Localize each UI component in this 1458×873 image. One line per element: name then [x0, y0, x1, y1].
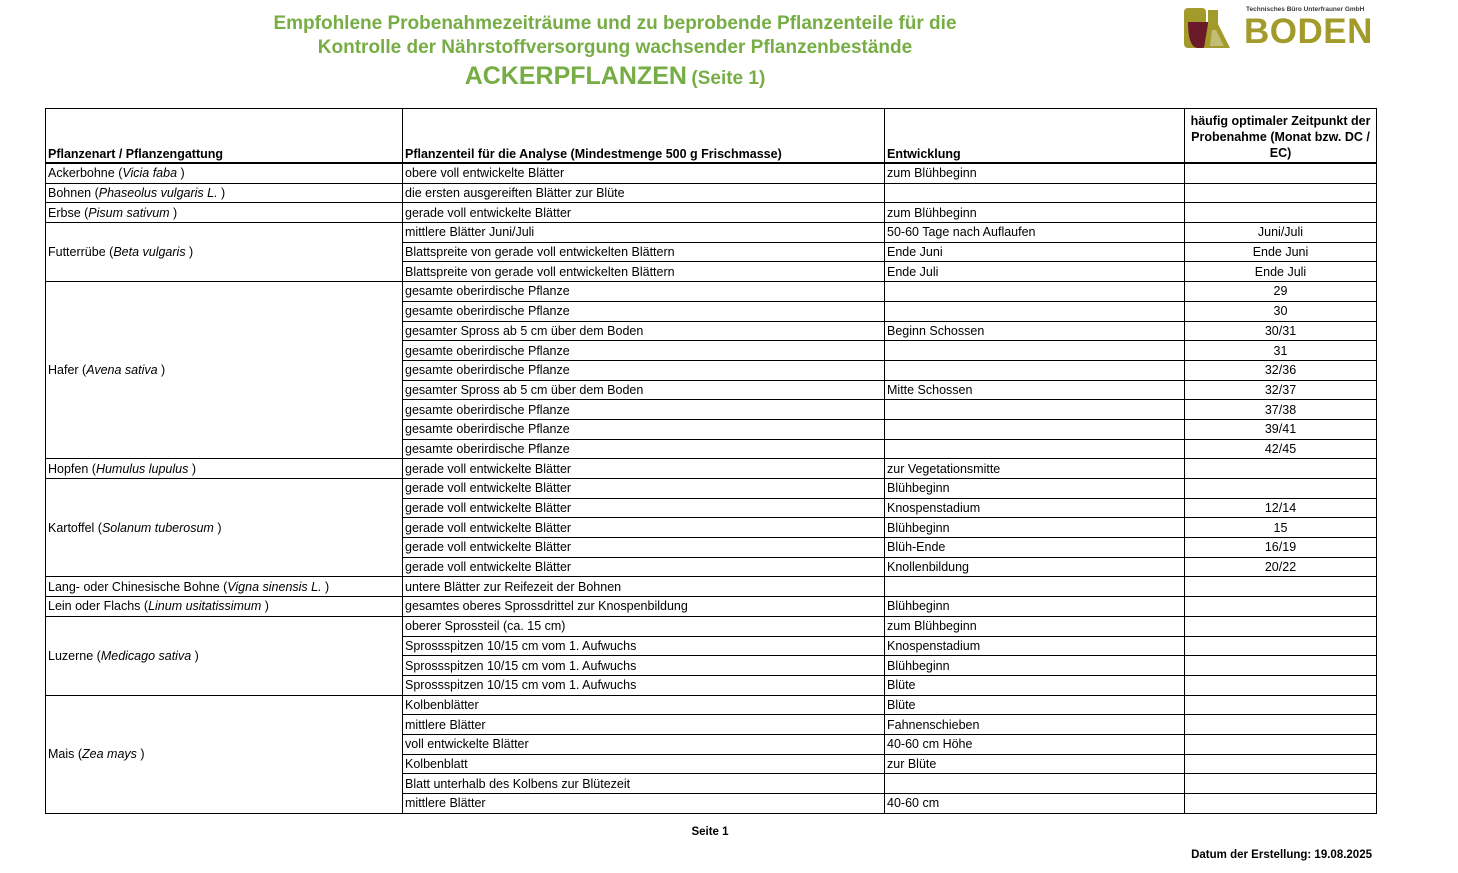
title-page-text: (Seite 1)	[691, 68, 766, 89]
part-cell: gesamter Spross ab 5 cm über dem Boden	[403, 321, 885, 341]
title-main	[200, 61, 1030, 95]
part-cell: Kolbenblätter	[403, 695, 885, 715]
part-cell: mittlere Blätter	[403, 794, 885, 814]
plant-name-cell: Ackerbohne (Vicia faba )	[46, 163, 403, 183]
timing-cell: Juni/Juli	[1185, 223, 1377, 243]
development-cell: zum Blühbeginn	[885, 616, 1185, 636]
table-row	[46, 163, 1377, 183]
plant-latin-name: Avena sativa	[86, 363, 158, 378]
development-cell	[885, 183, 1185, 203]
development-cell	[885, 360, 1185, 380]
part-cell: gesamte oberirdische Pflanze	[403, 439, 885, 459]
plant-common-name: Luzerne	[48, 648, 94, 663]
development-cell: zum Blühbeginn	[885, 163, 1185, 183]
plant-latin-name: Solanum tuberosum	[101, 520, 214, 535]
part-cell: gerade voll entwickelte Blätter	[403, 459, 885, 479]
plant-common-name: Bohnen	[48, 186, 92, 201]
plant-name-cell: Lein oder Flachs (Linum usitatissimum )	[46, 597, 403, 617]
part-cell: gesamter Spross ab 5 cm über dem Boden	[403, 380, 885, 400]
development-cell: Blüte	[885, 675, 1185, 695]
part-cell: Blattspreite von gerade voll entwickelten Blättern	[403, 242, 885, 262]
plant-latin-name: Pisum sativum	[88, 205, 170, 220]
logo-company: Technisches Büro Unterfrauner GmbH	[1246, 6, 1365, 13]
part-cell: gesamtes oberes Sprossdrittel zur Knospenbildung	[403, 597, 885, 617]
part-cell: gerade voll entwickelte Blätter	[403, 203, 885, 223]
development-cell: Blühbeginn	[885, 656, 1185, 676]
timing-cell	[1185, 577, 1377, 597]
timing-cell	[1185, 675, 1377, 695]
plant-latin-name: Vigna sinensis L.	[227, 579, 322, 594]
plant-latin-name: Vicia faba	[122, 166, 178, 181]
timing-cell: 16/19	[1185, 538, 1377, 558]
part-cell: oberer Sprossteil (ca. 15 cm)	[403, 616, 885, 636]
development-cell	[885, 301, 1185, 321]
table-header-row	[46, 109, 1377, 164]
timing-cell: 30/31	[1185, 321, 1377, 341]
title-line-1: Empfohlene Probenahmezeiträume und zu beprobende Pflanzenteile für die	[273, 13, 957, 34]
part-cell: gesamte oberirdische Pflanze	[403, 400, 885, 420]
boden-logo	[1184, 6, 1376, 50]
title-line-2: Kontrolle der Nährstoffversorgung wachsender Pflanzenbestände	[317, 37, 913, 58]
development-cell: Mitte Schossen	[885, 380, 1185, 400]
plant-name-cell: Kartoffel (Solanum tuberosum )	[46, 479, 403, 577]
timing-cell	[1185, 636, 1377, 656]
plant-table	[45, 108, 1377, 814]
development-cell: Knollenbildung	[885, 557, 1185, 577]
timing-cell	[1185, 695, 1377, 715]
part-cell: gerade voll entwickelte Blätter	[403, 518, 885, 538]
part-cell: Sprossspitzen 10/15 cm vom 1. Aufwuchs	[403, 636, 885, 656]
plant-latin-name: Linum usitatissimum	[148, 599, 262, 614]
development-cell: Blühbeginn	[885, 518, 1185, 538]
timing-cell: 31	[1185, 341, 1377, 361]
plant-name-cell: Hopfen (Humulus lupulus )	[46, 459, 403, 479]
timing-cell	[1185, 597, 1377, 617]
timing-cell	[1185, 774, 1377, 794]
development-cell: Blüte	[885, 695, 1185, 715]
timing-cell	[1185, 163, 1377, 183]
header-part: Pflanzenteil für die Analyse (Mindestmenge 500 g Frischmasse)	[403, 109, 885, 164]
development-cell: Blüh-Ende	[885, 538, 1185, 558]
table-row	[46, 577, 1377, 597]
plant-common-name: Lang- oder Chinesische Bohne	[48, 579, 220, 594]
development-cell: 50-60 Tage nach Auflaufen	[885, 223, 1185, 243]
development-cell: Ende Juni	[885, 242, 1185, 262]
part-cell: Sprossspitzen 10/15 cm vom 1. Aufwuchs	[403, 675, 885, 695]
part-cell: gesamte oberirdische Pflanze	[403, 360, 885, 380]
development-cell: zum Blühbeginn	[885, 203, 1185, 223]
timing-cell: 37/38	[1185, 400, 1377, 420]
plant-common-name: Hafer	[48, 363, 79, 378]
plant-name-cell: Luzerne (Medicago sativa )	[46, 616, 403, 695]
development-cell	[885, 419, 1185, 439]
timing-cell: 29	[1185, 282, 1377, 302]
development-cell	[885, 577, 1185, 597]
development-cell	[885, 439, 1185, 459]
timing-cell	[1185, 479, 1377, 499]
development-cell	[885, 774, 1185, 794]
timing-cell: Ende Juli	[1185, 262, 1377, 282]
development-cell	[885, 400, 1185, 420]
part-cell: Blatt unterhalb des Kolbens zur Blütezeit	[403, 774, 885, 794]
plant-common-name: Ackerbohne	[48, 166, 115, 181]
part-cell: gesamte oberirdische Pflanze	[403, 282, 885, 302]
timing-cell: 12/14	[1185, 498, 1377, 518]
flask-icon	[1184, 8, 1242, 50]
plant-common-name: Kartoffel	[48, 520, 95, 535]
timing-cell	[1185, 183, 1377, 203]
table-row	[46, 459, 1377, 479]
timing-cell: 32/36	[1185, 360, 1377, 380]
part-cell: voll entwickelte Blätter	[403, 734, 885, 754]
timing-cell: 30	[1185, 301, 1377, 321]
development-cell: zur Blüte	[885, 754, 1185, 774]
plant-common-name: Erbse	[48, 205, 81, 220]
development-cell: Ende Juli	[885, 262, 1185, 282]
plant-latin-name: Phaseolus vulgaris L.	[98, 186, 218, 201]
header-plant: Pflanzenart / Pflanzengattung	[46, 109, 403, 164]
timing-cell: 15	[1185, 518, 1377, 538]
part-cell: mittlere Blätter	[403, 715, 885, 735]
development-cell	[885, 282, 1185, 302]
timing-cell	[1185, 616, 1377, 636]
part-cell: gesamte oberirdische Pflanze	[403, 341, 885, 361]
page-number: Seite 1	[691, 826, 729, 838]
timing-cell	[1185, 459, 1377, 479]
plant-common-name: Hopfen	[48, 461, 89, 476]
development-cell: Knospenstadium	[885, 498, 1185, 518]
part-cell: obere voll entwickelte Blätter	[403, 163, 885, 183]
table-body	[46, 163, 1377, 813]
development-cell: Blühbeginn	[885, 597, 1185, 617]
table-row	[46, 282, 1377, 302]
plant-common-name: Lein oder Flachs	[48, 599, 141, 614]
timing-cell: 42/45	[1185, 439, 1377, 459]
timing-cell	[1185, 734, 1377, 754]
timing-cell: 32/37	[1185, 380, 1377, 400]
header-timing: häufig optimaler Zeitpunkt der Probenahme (Monat bzw. DC / EC)	[1185, 109, 1377, 164]
table-row	[46, 183, 1377, 203]
timing-cell	[1185, 203, 1377, 223]
plant-common-name: Futterrübe	[48, 245, 106, 260]
plant-latin-name: Medicago sativa	[100, 648, 192, 663]
timing-cell: 20/22	[1185, 557, 1377, 577]
part-cell: die ersten ausgereiften Blätter zur Blüte	[403, 183, 885, 203]
development-cell: Blühbeginn	[885, 479, 1185, 499]
table-row	[46, 597, 1377, 617]
logo-word: BODEN	[1244, 12, 1373, 51]
plant-latin-name: Beta vulgaris	[113, 245, 186, 260]
development-cell: Knospenstadium	[885, 636, 1185, 656]
plant-common-name: Mais	[48, 747, 75, 762]
table-row	[46, 223, 1377, 243]
timing-cell	[1185, 715, 1377, 735]
plant-name-cell: Futterrübe (Beta vulgaris )	[46, 223, 403, 282]
plant-name-cell: Bohnen (Phaseolus vulgaris L. )	[46, 183, 403, 203]
development-cell: 40-60 cm	[885, 794, 1185, 814]
table-row	[46, 695, 1377, 715]
timing-cell	[1185, 794, 1377, 814]
plant-name-cell: Erbse (Pisum sativum )	[46, 203, 403, 223]
plant-name-cell: Mais (Zea mays )	[46, 695, 403, 813]
part-cell: gerade voll entwickelte Blätter	[403, 498, 885, 518]
timing-cell: 39/41	[1185, 419, 1377, 439]
development-cell: zur Vegetationsmitte	[885, 459, 1185, 479]
table-row	[46, 203, 1377, 223]
part-cell: gerade voll entwickelte Blätter	[403, 479, 885, 499]
development-cell: Beginn Schossen	[885, 321, 1185, 341]
part-cell: gerade voll entwickelte Blätter	[403, 538, 885, 558]
timing-cell	[1185, 656, 1377, 676]
creation-date: Datum der Erstellung: 19.08.2025	[1191, 849, 1372, 861]
part-cell: gesamte oberirdische Pflanze	[403, 419, 885, 439]
plant-latin-name: Zea mays	[82, 747, 137, 762]
part-cell: Sprossspitzen 10/15 cm vom 1. Aufwuchs	[403, 656, 885, 676]
development-cell: Fahnenschieben	[885, 715, 1185, 735]
title-main-text: ACKERPFLANZEN	[464, 62, 687, 90]
part-cell: mittlere Blätter Juni/Juli	[403, 223, 885, 243]
development-cell	[885, 341, 1185, 361]
development-cell: 40-60 cm Höhe	[885, 734, 1185, 754]
table-row	[46, 616, 1377, 636]
header-development: Entwicklung	[885, 109, 1185, 164]
part-cell: gerade voll entwickelte Blätter	[403, 557, 885, 577]
part-cell: gesamte oberirdische Pflanze	[403, 301, 885, 321]
table-row	[46, 479, 1377, 499]
plant-name-cell: Lang- oder Chinesische Bohne (Vigna sinensis L. )	[46, 577, 403, 597]
timing-cell	[1185, 754, 1377, 774]
plant-name-cell: Hafer (Avena sativa )	[46, 282, 403, 459]
part-cell: untere Blätter zur Reifezeit der Bohnen	[403, 577, 885, 597]
part-cell: Kolbenblatt	[403, 754, 885, 774]
plant-latin-name: Humulus lupulus	[95, 461, 189, 476]
part-cell: Blattspreite von gerade voll entwickelten Blättern	[403, 262, 885, 282]
timing-cell: Ende Juni	[1185, 242, 1377, 262]
